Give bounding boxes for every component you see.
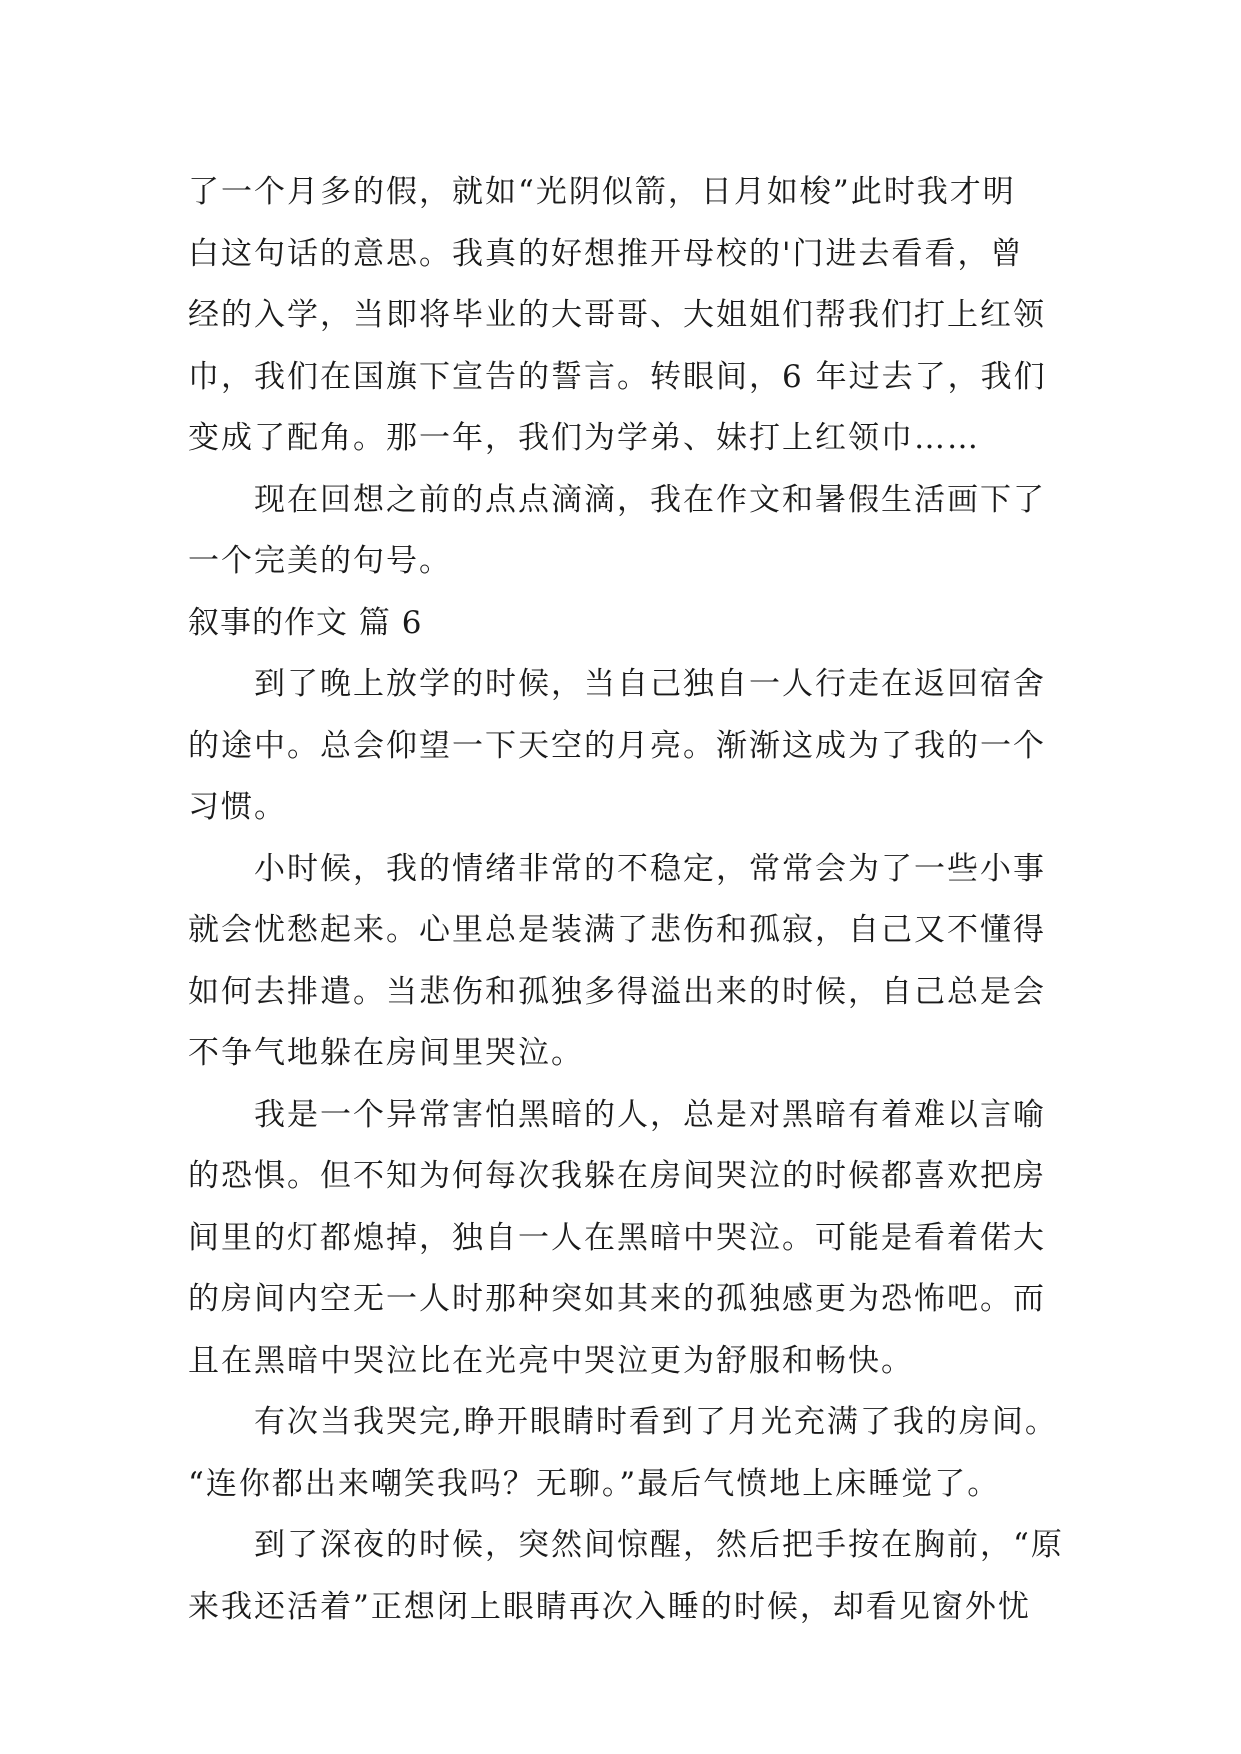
text-line: “连你都出来嘲笑我吗？无聊。”最后气愤地上床睡觉了。	[188, 1465, 1001, 1502]
text-line: 习惯。	[188, 789, 287, 825]
text-line: 来我还活着”正想闭上眼睛再次入睡的时候，却看见窗外忧	[188, 1588, 1031, 1625]
text-line: 小时候，我的情绪非常的不稳定，常常会为了一些小事	[254, 850, 1046, 887]
text-line: 有次当我哭完,睁开眼睛时看到了月光充满了我的房间。	[254, 1404, 1058, 1440]
body-text	[188, 162, 1064, 1638]
text-line: 变成了配角。那一年，我们为学弟、妹打上红领巾……	[188, 420, 980, 456]
text-line: 的途中。总会仰望一下天空的月亮。渐渐这成为了我的一个	[188, 727, 1046, 764]
text-line: 经的入学，当即将毕业的大哥哥、大姐姐们帮我们打上红领	[188, 297, 1046, 333]
text-line: 的房间内空无一人时那种突如其来的孤独感更为恐怖吧。而	[188, 1281, 1046, 1317]
text-line: 且在黑暗中哭泣比在光亮中哭泣更为舒服和畅快。	[188, 1342, 914, 1379]
text-line: 间里的灯都熄掉，独自一人在黑暗中哭泣。可能是看着偌大	[188, 1219, 1046, 1256]
text-line: 就会忧愁起来。心里总是装满了悲伤和孤寂，自己又不懂得	[188, 912, 1046, 948]
text-line: 一个完美的句号。	[188, 543, 452, 579]
text-line: 了一个月多的假，就如“光阴似箭，日月如梭”此时我才明	[188, 174, 1016, 210]
text-line: 白这句话的意思。我真的好想推开母校的'门进去看看，曾	[188, 235, 1024, 272]
text-line: 现在回想之前的点点滴滴，我在作文和暑假生活画下了	[254, 481, 1046, 518]
text-line: 如何去排遣。当悲伤和孤独多得溢出来的时候，自己总是会	[188, 973, 1046, 1010]
section-heading: 叙事的作文 篇 6	[188, 604, 423, 641]
text-line: 不争气地躲在房间里哭泣。	[188, 1035, 584, 1071]
text-line: 的恐惧。但不知为何每次我躲在房间哭泣的时候都喜欢把房	[188, 1158, 1046, 1194]
text-line: 到了深夜的时候，突然间惊醒，然后把手按在胸前，“原	[254, 1527, 1064, 1563]
text-line: 我是一个异常害怕黑暗的人，总是对黑暗有着难以言喻	[254, 1096, 1046, 1133]
text-line: 巾，我们在国旗下宣告的誓言。转眼间，6 年过去了，我们	[188, 358, 1047, 395]
text-line: 到了晚上放学的时候，当自己独自一人行走在返回宿舍	[254, 666, 1046, 702]
